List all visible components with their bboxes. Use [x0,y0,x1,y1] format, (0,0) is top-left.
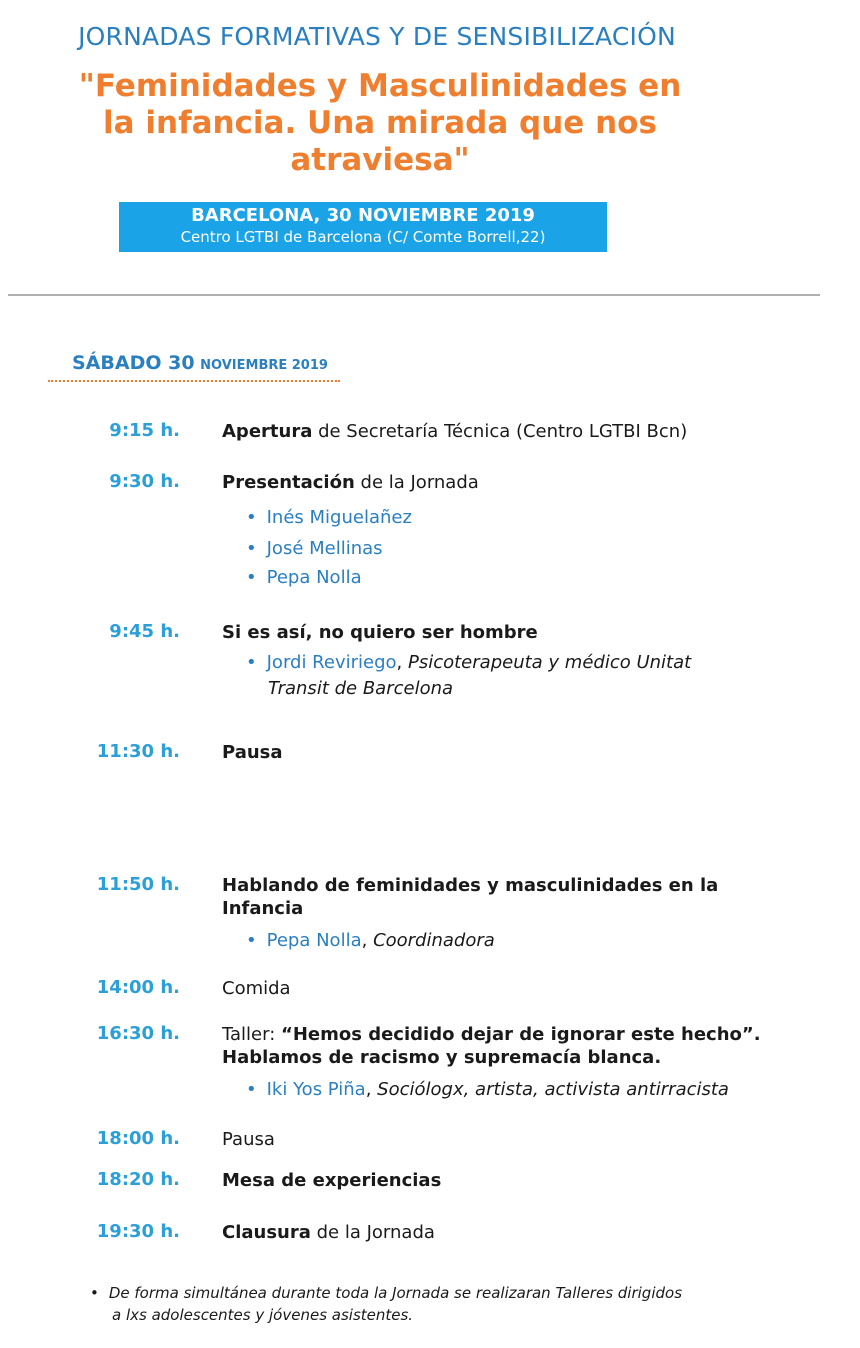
dotted-underline [48,380,340,382]
speaker-item: • Pepa Nolla [246,567,362,588]
time-0930: 9:30 h. [109,471,180,492]
event-title: "Feminidades y Masculinidades en la infancia. Una mirada que nos atraviesa" [78,68,682,178]
time-0945: 9:45 h. [109,621,180,642]
banner-venue: Centro LGTBI de Barcelona (C/ Comte Borrell,22) [180,228,546,246]
speaker-item: • Inés Miguelañez [246,507,412,528]
time-1400: 14:00 h. [96,977,180,998]
speaker-item: • José Mellinas [246,538,383,559]
item-pausa-1: Pausa [222,742,283,763]
time-1150: 11:50 h. [96,874,180,895]
speaker-role-cont: Transit de Barcelona [268,678,454,699]
time-0915: 9:15 h. [109,420,180,441]
time-1800: 18:00 h. [96,1128,180,1149]
item-hablando: Hablando de feminidades y masculinidades en la Infancia [222,875,719,919]
item-presentacion: Presentación de la Jornada [222,472,479,493]
speaker-item: • Jordi Reviriego, Psicoterapeuta y médico Unitat [246,652,692,673]
item-pausa-2: Pausa [222,1129,275,1150]
item-mesa: Mesa de experiencias [222,1170,442,1191]
footnote: • De forma simultánea durante toda la Jornada se realizaran Talleres dirigidos a lxs adolescentes y jóvenes asistentes. [90,1284,683,1324]
date-location-banner [119,202,607,252]
item-apertura: Apertura de Secretaría Técnica (Centro LGTBI Bcn) [222,421,688,442]
item-clausura: Clausura de la Jornada [222,1222,435,1243]
banner-date: BARCELONA, 30 NOVIEMBRE 2019 [191,205,535,226]
divider [8,294,820,296]
time-1630: 16:30 h. [96,1023,180,1044]
time-1130: 11:30 h. [96,741,180,762]
event-series-title: JORNADAS FORMATIVAS Y DE SENSIBILIZACIÓN [78,22,676,51]
speaker-item: • Pepa Nolla, Coordinadora [246,930,495,951]
item-taller: Taller: “Hemos decidido dejar de ignorar este hecho”. Hablamos de racismo y supremacía blanca. [222,1024,761,1068]
item-comida: Comida [222,978,291,999]
time-1930: 19:30 h. [96,1221,180,1242]
day-heading: SÁBADO 30 NOVIEMBRE 2019 [72,352,328,374]
item-talk-hombre: Si es así, no quiero ser hombre [222,622,538,643]
speaker-item: • Iki Yos Piña, Sociólogx, artista, activista antirracista [246,1079,729,1100]
time-1820: 18:20 h. [96,1169,180,1190]
